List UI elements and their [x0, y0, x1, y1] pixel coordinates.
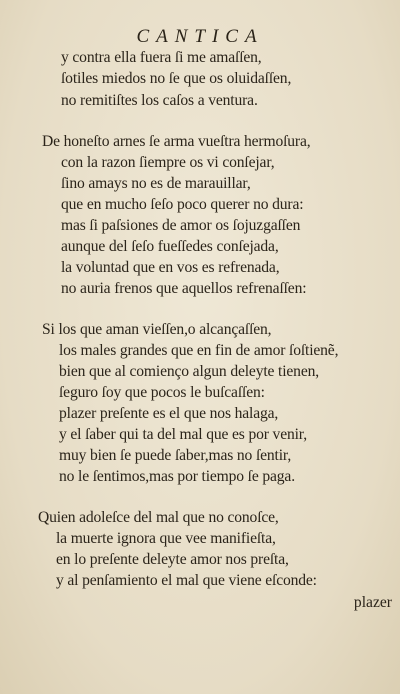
verse-line: plazer preſente es el que nos halaga, [59, 405, 279, 422]
verse-line: con la razon ſiempre os vi conſejar, [61, 154, 275, 171]
verse-line: y contra ella fuera ſi me amaſſen, [61, 49, 262, 66]
catchword: plazer [353, 594, 392, 611]
verse-line: y el ſaber qui ta del mal que es por venir, [59, 426, 307, 443]
verse-line: ſino amays no es de marauillar, [61, 175, 251, 192]
verse-line: no auria frenos que aquellos refrenaſſen: [61, 280, 307, 297]
verse-line: ſotiles miedos no ſe que os oluidaſſen, [61, 70, 292, 87]
verse-line: De honeſto arnes ſe arma vueſtra hermoſura, [42, 133, 311, 150]
verse-line: en lo preſente deleyte amor nos preſta, [56, 551, 289, 568]
verse-line: los males grandes que en fin de amor ſoſtienẽ, [59, 342, 339, 359]
verse-line: Si los que aman vieſſen,o alcançaſſen, [42, 321, 272, 338]
verse-line: mas ſi paſsiones de amor os ſojuzgaſſen [61, 217, 301, 234]
verse-line: y al penſamiento el mal que viene eſconde: [56, 572, 317, 589]
verse-line: aunque del ſeſo fueſſedes conſejada, [61, 238, 279, 255]
verse-line: ſeguro ſoy que pocos le buſcaſſen: [59, 384, 265, 401]
verse-line: Quien adoleſce del mal que no conoſce, [38, 509, 279, 526]
verse-line: bien que al comienço algun deleyte tienen, [59, 363, 319, 380]
verse-line: no remitiſtes los caſos a ventura. [61, 92, 258, 109]
verse-line: muy bien ſe puede ſaber,mas no ſentir, [59, 447, 292, 464]
verse-line: no le ſentimos,mas por tiempo ſe paga. [59, 468, 295, 485]
verse-line: la muerte ignora que vee manifieſta, [56, 530, 276, 547]
running-head: CANTICA [136, 26, 264, 47]
verse-line: que en mucho ſeſo poco querer no dura: [61, 196, 304, 213]
verse-line: la voluntad que en vos es refrenada, [61, 259, 280, 276]
